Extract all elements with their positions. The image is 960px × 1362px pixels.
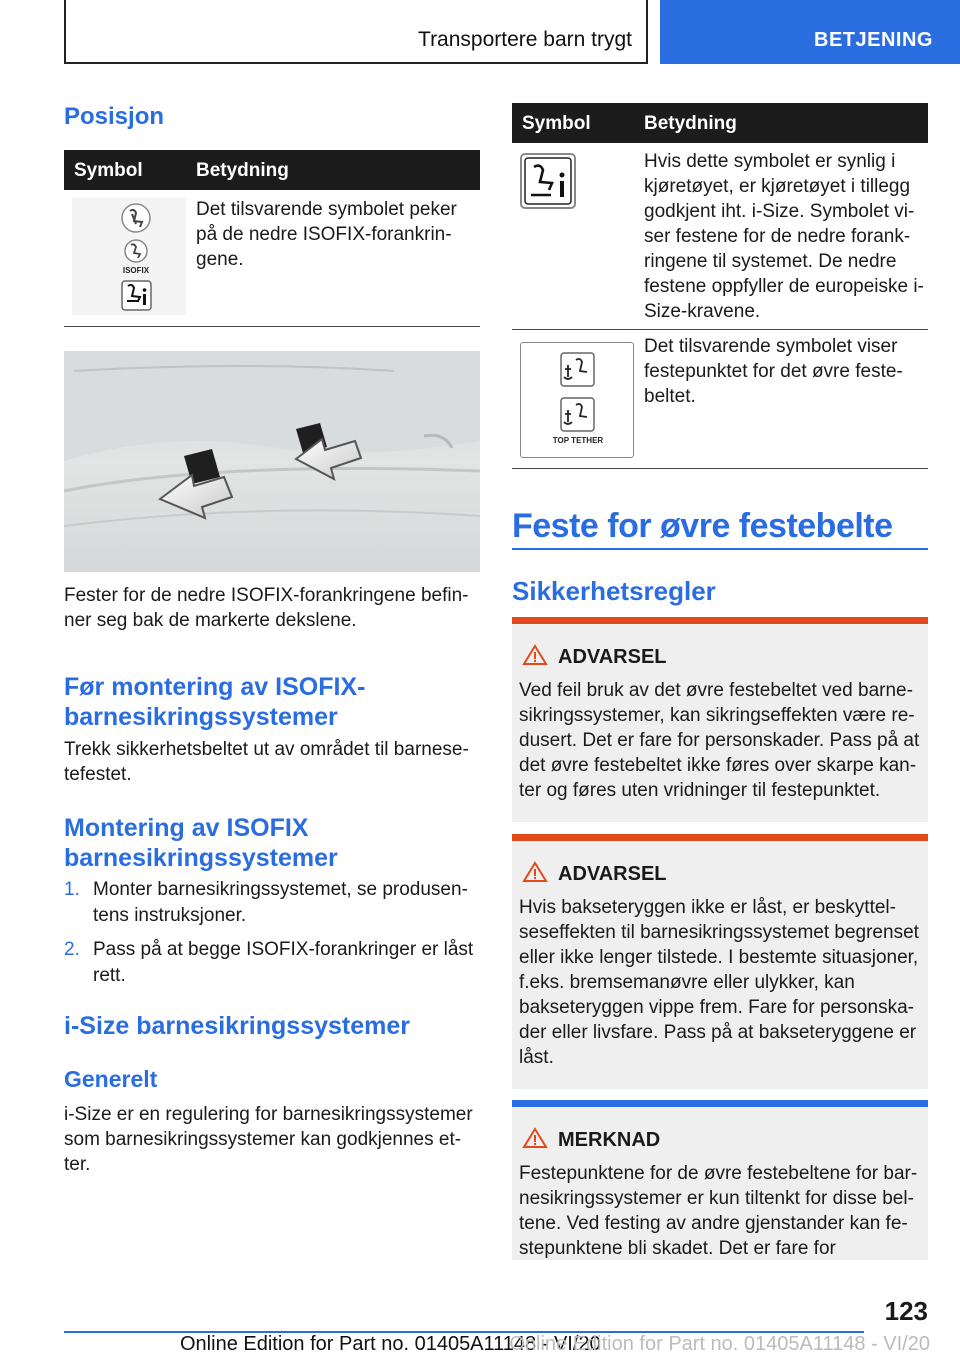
isize-meaning: Hvis dette symbolet er synlig i kjøretøyet, er kjøretøyet i tillegg godkjent iht. i-Size. Symbolet viser festene for de nedre forankringene til systemet. De nedre festene oppfyller de europeiske i-Size-kravene.	[644, 151, 924, 322]
page-number: 123	[884, 1296, 928, 1326]
top-tether-symbols	[520, 342, 634, 458]
mounting-heading: Montering av ISOFIX barnesikringssystemer	[64, 814, 338, 872]
col-symbol-header: Symbol	[64, 150, 186, 190]
isize-symbol-icon	[520, 153, 576, 209]
list-item	[64, 937, 480, 989]
isofix-label: ISOFIX	[122, 266, 150, 275]
col-symbol-header: Symbol	[512, 103, 634, 143]
right-symbol-table	[512, 103, 928, 469]
note-bar	[512, 1100, 928, 1107]
note-title: MERKNAD	[558, 1129, 661, 1151]
note-triangle-icon	[522, 1127, 548, 1149]
top-tether-meaning: Det tilsvarende symbolet viser festepunktet for det øvre festebeltet.	[644, 335, 903, 407]
footer-watermark: Online Edition for Part no. 01405A11148 - VI/20	[509, 1333, 930, 1355]
isize-heading: i-Size barnesikringssystemer	[64, 1012, 410, 1040]
footer-edition: Online Edition for Part no. 01405A11148 - VI/20	[180, 1333, 601, 1355]
sikkerhetsregler-heading: Sikkerhetsregler	[512, 576, 716, 606]
step-text: Pass på at begge ISOFIX-forankringer er låst rett.	[93, 939, 474, 986]
top-tether-symbol-icon	[521, 343, 633, 457]
step-number: 1.	[64, 879, 80, 900]
warning-title: ADVARSEL	[558, 646, 667, 668]
isofix-symbol-icon	[72, 198, 186, 315]
posisjon-symbol-table	[64, 150, 480, 327]
warning-bar	[512, 834, 928, 841]
chapter-tab[interactable]	[660, 0, 960, 64]
row1-meaning: Det tilsvarende symbolet peker på de nedre ISOFIX-forankringene.	[196, 199, 457, 270]
col-meaning-header: Betydning	[186, 150, 480, 190]
step-text: Monter barnesikringssystemet, se produsentens instruksjoner.	[93, 879, 468, 926]
top-tether-label: TOP TETHER	[552, 435, 604, 445]
note-text: Festepunktene for de øvre festebeltene for barnesikringssystemer er kun tiltenkt for disse beltene. Ved festing av andre gjenstander kan festepunktene bli skadet. Det er fare for	[519, 1163, 918, 1259]
warning-triangle-icon	[522, 644, 548, 666]
header-section-box	[64, 0, 648, 64]
isofix-symbols	[72, 198, 186, 315]
before-mounting-text: Trekk sikkerhetsbeltet ut av området til barnesetefestet.	[64, 739, 469, 785]
before-mounting-heading: Før montering av ISOFIX-barnesikringssystemer	[64, 673, 366, 731]
posisjon-heading: Posisjon	[64, 103, 165, 130]
isofix-seat-photo	[64, 351, 480, 572]
step-number: 2.	[64, 939, 80, 960]
warning-text: Ved feil bruk av det øvre festebeltet ved barnesikringssystemer, kan sikringseffekten være redusert. Det er fare for personskader. Pass på at det øvre festebeltet ikke føres over skarpe kanter og føres uten vridninger til festepunktet.	[519, 680, 920, 801]
warning-box	[512, 834, 928, 1089]
chapter-tab-label: BETJENING	[814, 29, 933, 51]
list-item	[64, 877, 480, 929]
warning-triangle-icon	[522, 861, 548, 883]
feste-heading-rule	[512, 548, 928, 550]
warning-text: Hvis bakseteryggen ikke er låst, er beskyttelseseffekten til barnesikringssystemet begrenset eller ikke lenger tilstede. I bestemte situasjoner, f.eks. bremsemanøvre eller ulykker, kan bakseteryggen vippe frem. Fare for personskader eller livsfare. Pass på at bakseteryggene er låst.	[519, 897, 919, 1068]
warning-box	[512, 617, 928, 822]
feste-heading: Feste for øvre festebelte	[512, 507, 893, 545]
note-box	[512, 1100, 928, 1260]
photo-caption: Fester for de nedre ISOFIX-forankringene befinner seg bak de markerte dekslene.	[64, 585, 469, 631]
isize-text: i-Size er en regulering for barnesikringssystemer som barnesikringssystemer kan godkjennes etter.	[64, 1104, 473, 1175]
col-meaning-header: Betydning	[634, 103, 928, 143]
section-title: Transportere barn trygt	[418, 28, 632, 51]
generelt-heading: Generelt	[64, 1066, 158, 1092]
warning-bar	[512, 617, 928, 624]
warning-title: ADVARSEL	[558, 863, 667, 885]
mounting-steps	[64, 877, 480, 997]
